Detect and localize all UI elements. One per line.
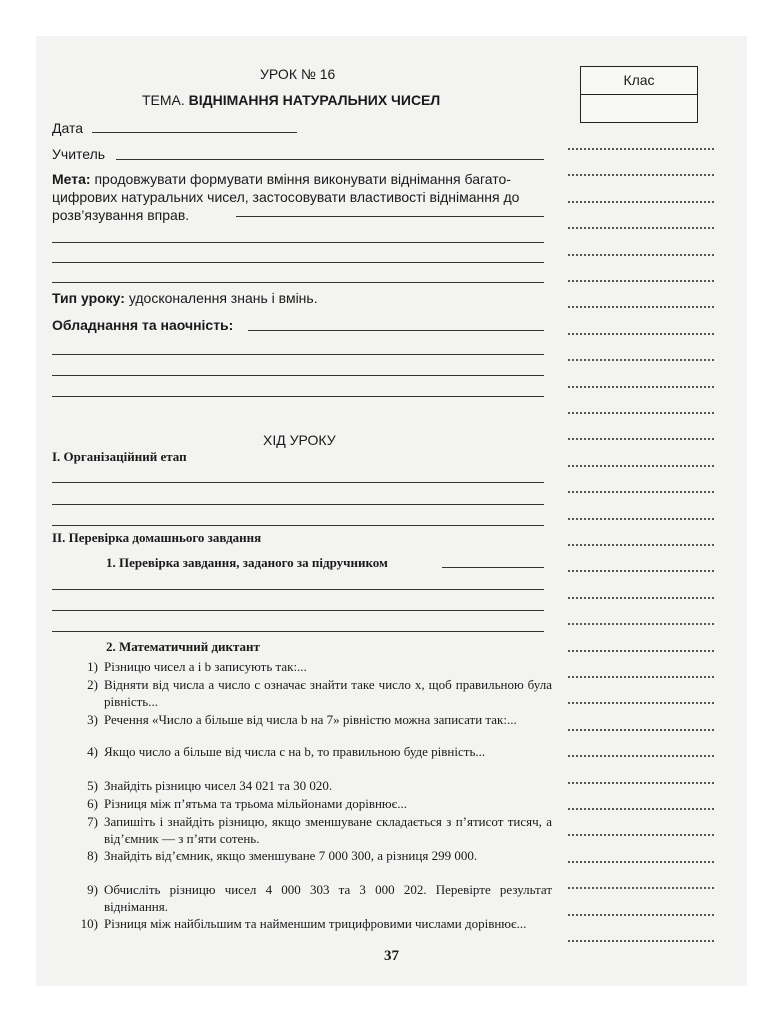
margin-note-line[interactable] [568,174,714,176]
margin-note-line[interactable] [568,940,714,942]
lesson-number: УРОК № 16 [260,66,336,82]
equipment-field-line[interactable] [52,354,544,355]
class-label: Клас [623,72,655,88]
margin-note-line[interactable] [568,227,714,229]
subsection1-field-line[interactable] [52,589,544,590]
teacher-field[interactable] [116,159,544,160]
margin-note-line[interactable] [568,465,714,467]
topic-title: ВІДНІМАННЯ НАТУРАЛЬНИХ ЧИСЕЛ [188,92,441,108]
margin-note-line[interactable] [568,861,714,863]
margin-note-line[interactable] [568,306,714,308]
subsection-textbook-check: 1. Перевірка завдання, заданого за підручником [106,555,388,570]
margin-note-line[interactable] [568,412,714,414]
class-box [580,66,698,123]
margin-note-line[interactable] [568,280,714,282]
margin-note-line[interactable] [568,148,714,150]
margin-note-line[interactable] [568,914,714,916]
margin-note-line[interactable] [568,834,714,836]
lesson-type [52,290,318,306]
goal-field-line[interactable] [52,242,544,243]
margin-note-line[interactable] [568,623,714,625]
margin-note-line[interactable] [568,570,714,572]
goal-field-line[interactable] [236,216,544,217]
margin-note-line[interactable] [568,702,714,704]
date-label: Дата [52,120,84,136]
margin-note-line[interactable] [568,650,714,652]
course-heading: ХІД УРОКУ [263,432,336,448]
margin-note-line[interactable] [568,254,714,256]
subsection1-field-line[interactable] [52,610,544,611]
margin-note-line[interactable] [568,887,714,889]
margin-note-line[interactable] [568,491,714,493]
equipment-field-line[interactable] [52,375,544,376]
section1-field-line[interactable] [52,482,544,483]
equipment-field-line[interactable] [52,396,544,397]
margin-note-line[interactable] [568,782,714,784]
topic-prefix: ТЕМА. [142,92,185,108]
margin-note-line[interactable] [568,201,714,203]
margin-note-line[interactable] [568,729,714,731]
equipment-field-line[interactable] [248,330,544,331]
lesson-type-label: Тип уроку: [52,290,125,306]
margin-note-line[interactable] [568,386,714,388]
date-field[interactable] [92,132,297,133]
goal-field-line[interactable] [52,262,544,263]
lesson-type-text: удосконалення знань і вмінь. [124,290,318,306]
page-number: 37 [384,948,399,964]
section-homework-check: II. Перевірка домашнього завдання [52,530,262,545]
margin-note-line[interactable] [568,333,714,335]
margin-note-line[interactable] [568,438,714,440]
subsection1-field-line[interactable] [52,631,544,632]
lesson-topic [142,92,440,108]
class-box-divider [581,94,697,95]
subsection1-field-line[interactable] [442,567,544,568]
margin-note-line[interactable] [568,359,714,361]
teacher-label: Учитель [52,146,106,162]
workbook-page: УРОК № 16 ТЕМА. ВІДНІМАННЯ НАТУРАЛЬНИХ ЧИСЕЛ Клас Дата Учитель Мета: продовжувати формувати вміння виконувати віднімання багато-цифрових натуральних чисел, застосовувати властивості віднімання до розв’язування вправ. Тип уроку: удосконалення знань і вмінь. Обладнання та наочність: ХІД УРОКУ I. Організаційний етап II. Перевірка домашнього завдання 1. Перевірка завдання, заданого за підручником 2. Математичний диктант 1) Різницю чисел a і b записують так:... 2) Відняти від числа a число c означає знайти таке число x, щоб правильною була рівність... 3) Речення «Число a більше від числа b на 7» рівністю можна записати так:... 4) Якщо число a більше від числа c на b, то правильною буде рівність... 5) Знайдіть різницю чисел 34 021 та 30 020. 6) Різниця між п’ятьма та трьома мільйонами дорівнює... 7) Запишіть і знайдіть різницю, якщо зменшуване складається з п’ятисот тисяч, а від’ємник — з п’яти сотень. 8) Знайдіть від’ємник, якщо зменшуване 7 000 300, а різниця 299 000. 9) Обчисліть різницю чисел 4 000 303 та 3 000 202. Перевірте результат віднімання. 10) Різниця між найбільшим та найменшим трицифровими числами дорівнює... 37 [36,36,747,986]
subsection-math-dictation: 2. Математичний диктант [106,639,260,654]
margin-note-line[interactable] [568,676,714,678]
margin-note-line[interactable] [568,518,714,520]
margin-note-line[interactable] [568,808,714,810]
margin-note-line[interactable] [568,755,714,757]
section-organizational: I. Організаційний етап [52,449,187,464]
margin-note-line[interactable] [568,597,714,599]
section1-field-line[interactable] [52,525,544,526]
margin-note-line[interactable] [568,544,714,546]
equipment-label: Обладнання та наочність: [52,317,234,333]
goal-field-line[interactable] [52,282,544,283]
goal-text: продовжувати формувати вміння виконувати віднімання багато-цифрових натуральних чисел, застосовувати властивості віднімання до розв’язування вправ. [52,171,520,223]
goal-label: Мета: [52,171,91,187]
section1-field-line[interactable] [52,504,544,505]
